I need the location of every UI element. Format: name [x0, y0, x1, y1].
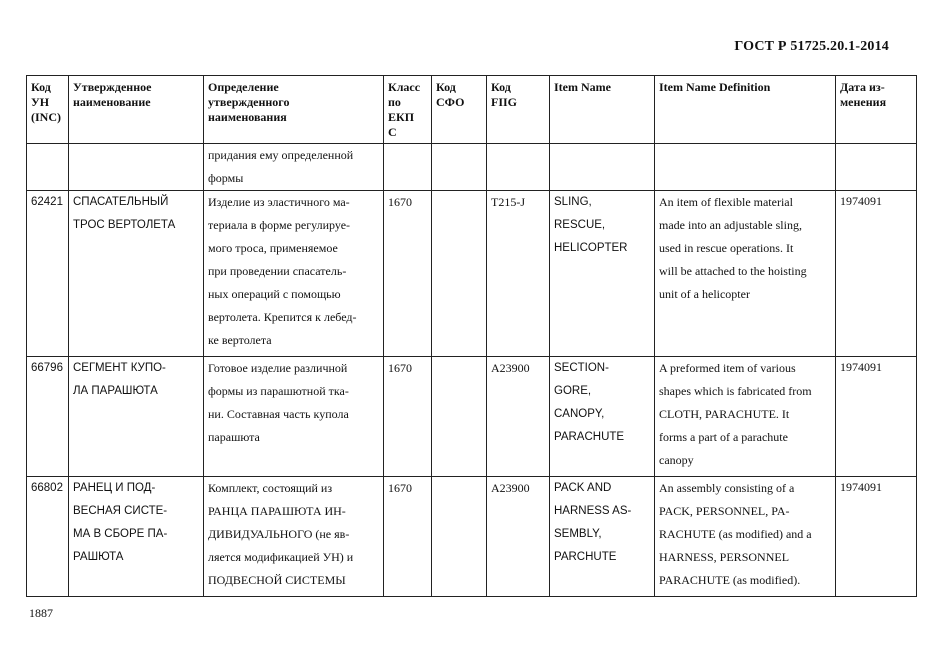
cell-name: [69, 144, 204, 191]
cell-sfo: [432, 357, 487, 477]
cell-fiig: A23900: [487, 357, 550, 477]
cell-date: [836, 144, 917, 191]
cell-definition: Готовое изделие различной формы из парашютной тка- ни. Составная часть купола парашюта: [204, 357, 384, 477]
cell-item-definition: An assembly consisting of a PACK, PERSONNEL, PA- RACHUTE (as modified) and a HARNESS, PERSONNEL PARACHUTE (as modified).: [655, 477, 836, 597]
cell-inc: [27, 144, 69, 191]
cell-class: 1670: [384, 477, 432, 597]
cell-name: СЕГМЕНТ КУПО- ЛА ПАРАШЮТА: [69, 357, 204, 477]
cell-inc: 66802: [27, 477, 69, 597]
table-row: [27, 477, 917, 597]
col-header-definition: Определение утвержденного наименования: [204, 76, 384, 144]
page-number: 1887: [29, 606, 53, 620]
cell-item-name: [550, 144, 655, 191]
col-header-inc: Код УН (INC): [27, 76, 69, 144]
cell-class: [384, 144, 432, 191]
col-header-class: Класс по ЕКП С: [384, 76, 432, 144]
table-row: [27, 191, 917, 357]
cell-item-name: SLING, RESCUE, HELICOPTER: [550, 191, 655, 357]
cell-name: СПАСАТЕЛЬНЫЙ ТРОС ВЕРТОЛЕТА: [69, 191, 204, 357]
cell-inc: 62421: [27, 191, 69, 357]
cell-fiig: [487, 144, 550, 191]
cell-fiig: T215-J: [487, 191, 550, 357]
cell-sfo: [432, 477, 487, 597]
col-header-fiig: Код FIIG: [487, 76, 550, 144]
cell-date: 1974091: [836, 357, 917, 477]
registry-table: [26, 75, 917, 597]
cell-class: 1670: [384, 191, 432, 357]
cell-fiig: A23900: [487, 477, 550, 597]
cell-sfo: [432, 191, 487, 357]
cell-date: 1974091: [836, 191, 917, 357]
cell-item-definition: [655, 144, 836, 191]
table-row: [27, 144, 917, 191]
cell-item-definition: An item of flexible material made into an adjustable sling, used in rescue operations. It will be attached to the hoisting unit of a helicopter: [655, 191, 836, 357]
cell-class: 1670: [384, 357, 432, 477]
cell-name: РАНЕЦ И ПОД- ВЕСНАЯ СИСТЕ- МА В СБОРЕ ПА- РАШЮТА: [69, 477, 204, 597]
cell-definition: Изделие из эластичного ма- териала в форме регулируе- мого троса, применяемое при проведении спасатель- ных операций с помощью вертолета. Крепится к лебед- ке вертолета: [204, 191, 384, 357]
cell-date: 1974091: [836, 477, 917, 597]
cell-item-definition: A preformed item of various shapes which is fabricated from CLOTH, PARACHUTE. It forms a part of a parachute canopy: [655, 357, 836, 477]
cell-item-name: PACK AND HARNESS AS- SEMBLY, PARCHUTE: [550, 477, 655, 597]
table-header-row: [27, 76, 917, 144]
cell-inc: 66796: [27, 357, 69, 477]
table-row: [27, 357, 917, 477]
document-header: ГОСТ Р 51725.20.1-2014: [734, 39, 889, 54]
col-header-item-definition: Item Name Definition: [655, 76, 836, 144]
cell-sfo: [432, 144, 487, 191]
col-header-item-name: Item Name: [550, 76, 655, 144]
col-header-approved-name: Утвержденное наименование: [69, 76, 204, 144]
cell-item-name: SECTION- GORE, CANOPY, PARACHUTE: [550, 357, 655, 477]
col-header-sfo: Код СФО: [432, 76, 487, 144]
cell-definition: Комплект, состоящий из РАНЦА ПАРАШЮТА ИН- ДИВИДУАЛЬНОГО (не яв- ляется модификацией УН) и ПОДВЕСНОЙ СИСТЕМЫ: [204, 477, 384, 597]
col-header-date: Дата из- менения: [836, 76, 917, 144]
cell-definition: придания ему определенной формы: [204, 144, 384, 191]
